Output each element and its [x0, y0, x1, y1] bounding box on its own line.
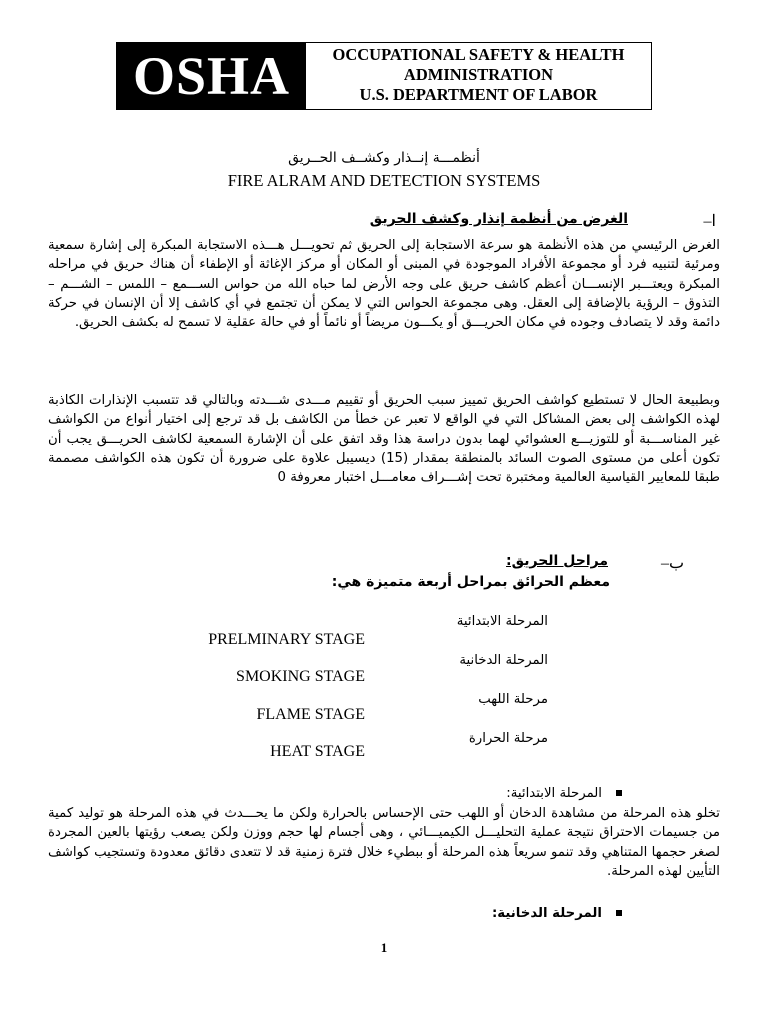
stage-3-english: FLAME STAGE	[256, 706, 365, 723]
section-2-marker: ب–	[660, 555, 684, 572]
agency-line-2: ADMINISTRATION	[403, 65, 554, 84]
stage-3-arabic: مرحلة اللهب	[478, 692, 548, 707]
document-title-arabic: أنظمـــة إنــذار وكشــف الحــريق	[288, 150, 480, 166]
section-1-paragraph-1: الغرض الرئيسي من هذه الأنظمة هو سرعة الاستجابة إلى الحريق ثم تحويـــل هـــذه الاستجابة المبكرة إلى إشارة سمعية ومرئية لتنبيه فرد أو مجموعة الأفراد الموجودة في المبنى أو المكان أو مركز الإغاثة أو الإطفاء أن هناك حريق في مراحله المبكرة ويعتـــبر الإنســـان أعظم كاشف حريق على وجه الأرض لما حباه الله من حواس الســـمع – اللمس – الشـــم – التذوق – الرؤية بالإضافة إلى العقل. وهى مجموعة الحواس التي لا يمكن أن تجتمع في أي كاشف إلا أن الإنسان في حركة دائمة وقد لا يتصادف وجوده في مكان الحريـــق أو يكـــون مريضاً أو نائماً أو في حالة عقلية لا تسمح له بكشف الحريق.	[48, 238, 720, 331]
agency-line-3: U.S. DEPARTMENT OF LABOR	[359, 85, 598, 104]
bullet-preliminary-stage	[506, 786, 622, 801]
bullet-icon	[616, 910, 622, 916]
section-1-marker: ا–	[703, 213, 716, 230]
bullet-smoking-title: المرحلة الدخانية:	[491, 906, 602, 921]
section-1-paragraph-2: وبطبيعة الحال لا تستطيع كواشف الحريق تمييز سبب الحريق أو تقييم مـــدى شـــدته وبالتالي قد تتسبب الإنذارات الكاذبة لهذه الكواشف إلى بعض المشاكل التي في الواقع لا تعبر عن خطأ من الكاشف بل قد ترجع إلى اختيار أنواع من الكواشف غير المناســـبة أو للتوزيـــع العشوائي لهما بدون دراسة هذا وقد اتفق على أن الإشارة السمعية لكاشف الحريـــق يجب أن تكون أعلى من مستوى الصوت السائد بالمنطقة بمقدار (15) ديسيبل علاوة على ضرورة أن تكون هذه الكواشف مصممة طبقا للمعايير القياسية العالمية ومختبرة تحت إشـــراف معامـــل اختبار معروفة 0	[48, 393, 720, 486]
agency-line-1: OCCUPATIONAL SAFETY & HEALTH	[332, 45, 625, 64]
osha-header	[116, 42, 652, 110]
osha-logo: OSHA	[117, 43, 306, 109]
page-number: 1	[380, 940, 388, 955]
preliminary-stage-paragraph: تخلو هذه المرحلة من مشاهدة الدخان أو اللهب حتى الإحساس بالحرارة ولكن ما يحـــدث في هذه المرحلة هو توليد كمية من جسيمات الاحتراق نتيجة عملية التحليـــل الكيميـــائي ، وهى أجسام لها حجم ووزن ولكن يصعب رؤيتها بالعين المجردة لصغر حجمها المتناهي وقد تنمو سريعاً هذه المرحلة أو ببطيء خلال فترة زمنية قد لا تتعدى دقائق معدودة وتستجيب كواشف التأيين لهذه المرحلة.	[48, 806, 720, 879]
bullet-smoking-stage	[492, 906, 622, 921]
stage-4-arabic: مرحلة الحرارة	[468, 731, 548, 746]
stages-intro: معظم الحرائق بمراحل أربعة متميزة هي:	[331, 574, 610, 590]
stage-2-english: SMOKING STAGE	[236, 668, 365, 685]
stage-2-arabic: المرحلة الدخانية	[459, 653, 548, 668]
stage-4-english: HEAT STAGE	[270, 743, 365, 760]
document-title-english: FIRE ALRAM AND DETECTION SYSTEMS	[227, 171, 541, 190]
agency-name	[306, 45, 651, 105]
section-2-heading: مراحل الحريق:	[506, 553, 608, 569]
bullet-preliminary-title: المرحلة الابتدائية:	[506, 786, 602, 801]
stage-1-arabic: المرحلة الابتدائية	[456, 614, 548, 629]
section-1-heading: الغرض من أنظمة إنذار وكشف الحريق	[369, 211, 628, 227]
bullet-icon	[616, 790, 622, 796]
stage-1-english: PRELMINARY STAGE	[208, 631, 365, 648]
